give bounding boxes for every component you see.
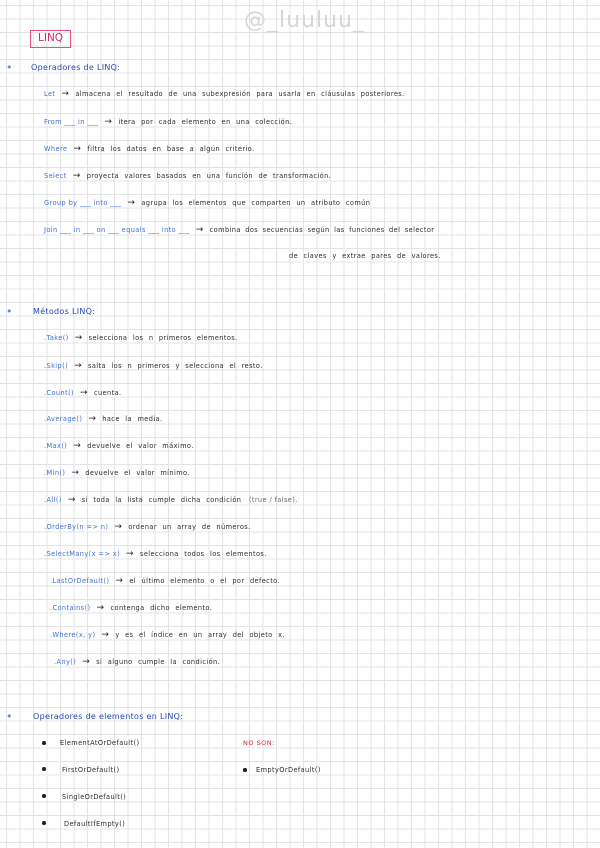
linq-method-row [50,577,280,586]
method-description: selecciona los n primeros elementos. [88,334,238,342]
method-description: salta los n primeros y selecciona el resto. [88,362,263,370]
linq-method-row [44,550,267,559]
bullet-dot-icon [42,794,46,798]
arrow-icon: → [80,388,88,398]
method-keyword: .OrderBy(n => n) [44,523,109,531]
method-keyword: .Contains() [50,604,91,612]
linq-method-row [44,362,263,371]
bullet-icon: • [6,61,13,74]
method-description: contenga dicho elemento. [110,604,213,612]
arrow-icon: → [73,144,82,154]
method-description: el último elemento o el por defecto. [129,577,280,585]
bullet-dot-icon [243,768,247,772]
element-operator-item: ElementAtOrDefault() [60,739,140,747]
operator-description: filtra los datos en base a algún criterio. [87,145,255,153]
method-keyword: .Min() [44,469,66,477]
linq-method-row [50,604,212,613]
linq-operator-row [44,199,370,208]
arrow-icon: → [126,549,134,559]
not-operator-label: NO SON: [243,739,275,747]
method-keyword: .Max() [44,442,68,450]
arrow-icon: → [74,333,83,343]
operator-description: itera por cada elemento en una colección. [118,118,293,126]
operator-keyword: From ___ in ___ [44,118,99,126]
operator-description: de claves y extrae pares de valores. [289,252,441,260]
method-description: si toda la lista cumple dicha condición [81,496,242,504]
method-description: selecciona todos los elementos. [140,550,267,558]
method-keyword: .Any() [54,658,77,666]
operator-keyword: Group by ___ into ___ [44,199,122,207]
operator-description: almacena el resultado de una subexpresión para usarla en cláusulas posteriores. [75,90,405,98]
arrow-icon: → [114,522,123,532]
method-description: si alguno cumple la condición. [96,658,221,666]
operator-keyword: Let [44,90,56,98]
method-keyword: .All() [44,496,62,504]
arrow-icon: → [82,657,91,667]
page-title: LINQ [30,30,71,48]
method-keyword: .LastOrDefault() [50,577,110,585]
method-keyword: .Take() [44,334,69,342]
element-operator-item: SingleOrDefault() [62,793,127,801]
method-keyword: .SelectMany(x => x) [44,550,121,558]
section-heading-metodos: Métodos LINQ: [33,307,96,316]
method-description: devuelve el valor máximo. [87,442,194,450]
linq-operator-row [44,172,331,181]
method-keyword: .Skip() [44,362,69,370]
method-keyword: .Average() [44,415,83,423]
arrow-icon: → [115,576,124,586]
linq-method-row [44,496,298,505]
linq-method-row [44,469,190,478]
linq-operator-row [44,118,292,127]
linq-method-row [44,334,238,343]
arrow-icon: → [101,630,110,640]
arrow-icon: → [73,441,82,451]
method-description-note: (true / false). [248,496,298,504]
linq-method-row [50,631,285,640]
linq-method-row [44,389,122,398]
method-description: cuenta. [93,389,122,397]
arrow-icon: → [74,361,83,371]
method-keyword: .Where(x, y) [50,631,96,639]
arrow-icon: → [195,225,204,235]
operator-description: proyecta valores basados en una función de transformación. [86,172,332,180]
operator-keyword: Join ___ in ___ on ___ equals ___ into ___ [44,226,190,234]
bullet-dot-icon [42,821,46,825]
method-description: ordenar un array de números. [128,523,251,531]
linq-method-row [44,415,162,424]
watermark: @_luuluu_ [244,8,365,33]
bullet-icon: • [6,305,13,318]
arrow-icon: → [96,603,105,613]
linq-method-row [54,658,220,667]
method-description: devuelve el valor mínimo. [85,469,190,477]
arrow-icon: → [88,414,97,424]
method-description: y es el índice en un array del objeto x. [115,631,285,639]
linq-operator-row [44,145,255,154]
arrow-icon: → [67,495,76,505]
bullet-dot-icon [42,741,46,745]
element-operator-item: FirstOrDefault() [62,766,120,774]
arrow-icon: → [127,198,136,208]
element-operator-item: DefaultIfEmpty() [64,820,126,828]
arrow-icon: → [71,468,80,478]
linq-operator-row [44,226,434,235]
section-heading-elementos: Operadores de elementos en LINQ: [33,712,184,721]
operator-description: agrupa los elementos que comparten un atributo común [141,199,371,207]
arrow-icon: → [72,171,81,181]
operator-keyword: Select [44,172,67,180]
linq-method-row [44,442,194,451]
method-description: hace la media. [102,415,163,423]
bullet-dot-icon [42,767,46,771]
linq-operator-row [44,90,405,99]
linq-method-row [44,523,251,532]
bullet-icon: • [6,710,13,723]
not-operator-item: EmptyOrDefault() [256,766,321,774]
arrow-icon: → [61,89,70,99]
arrow-icon: → [104,117,113,127]
method-keyword: .Count() [44,389,75,397]
operator-keyword: Where [44,145,68,153]
operator-description: combina dos secuencias según las funciones del selector [209,226,435,234]
section-heading-operadores: Operadores de LINQ: [31,63,121,72]
operator-description-continued [289,253,441,260]
